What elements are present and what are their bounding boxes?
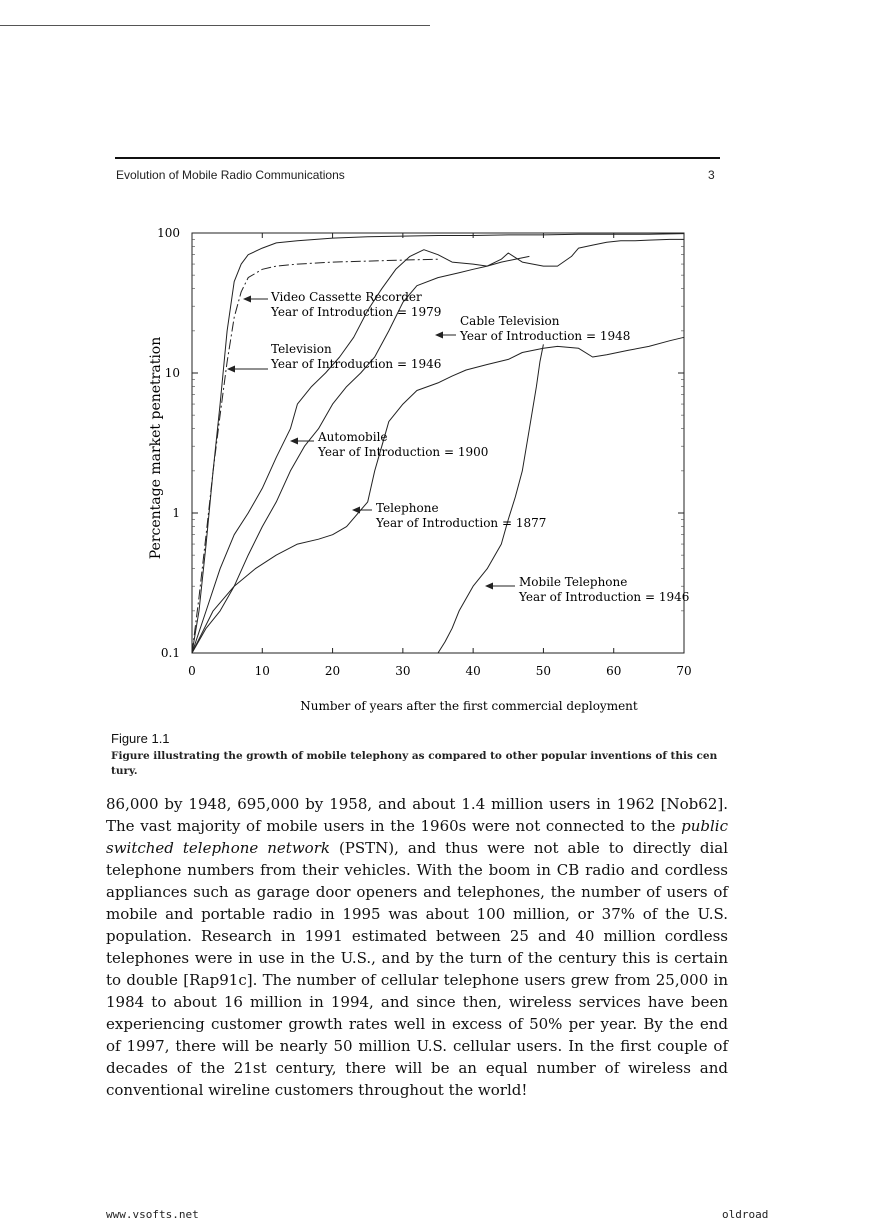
annotation-name: Telephone: [376, 501, 439, 515]
body-paragraph: [106, 793, 728, 1101]
x-tick-label: 30: [395, 664, 411, 678]
leader-arrow-icon: [290, 438, 298, 445]
annotation-name: Television: [271, 342, 332, 356]
annotation-year: Year of Introduction = 1900: [318, 445, 489, 459]
leader-arrow-icon: [352, 507, 360, 514]
figure-caption: Figure illustrating the growth of mobile telephony as compared to other popular inventions of this cen tury.: [111, 750, 718, 777]
body-part-2: (PSTN), and thus were not able to directly dial telephone numbers from their vehicles. With the boom in CB radio and cordless appliances such as garage door openers and telephones, the number of users of mobile and portable radio in 1995 was about 100 million, or 37% of the U.S. population. Research in 1991 estimated between 25 and 40 million cordless telephones were in use in the U.S., and by the turn of the century this is certain to double [Rap91c]. The number of cellular telephone users grew from 25,000 in 1984 to about 16 million in 1994, and since then, wireless services have been experiencing customer growth rates well in excess of 50% per year. By the end of 1997, there will be nearly 50 million U.S. cellular users. In the first couple of decades of the 21st century, there will be an equal number of wireless and conventional wireline customers throughout the world!: [106, 839, 729, 1099]
leader-arrow-icon: [485, 583, 493, 590]
running-head: Evolution of Mobile Radio Communications: [116, 168, 345, 182]
y-tick-label: 0.1: [160, 646, 180, 660]
x-tick-label: 60: [606, 664, 622, 678]
footer-url: www.vsofts.net: [106, 1208, 199, 1221]
annotation-name: Cable Television: [460, 314, 560, 328]
annotation-year: Year of Introduction = 1946: [519, 590, 690, 604]
series-line-3: [192, 337, 684, 653]
y-tick-label: 100: [157, 226, 180, 240]
x-tick-label: 10: [254, 664, 270, 678]
page-number: 3: [708, 168, 715, 182]
leader-arrow-icon: [227, 366, 235, 373]
body-part-1: 86,000 by 1948, 695,000 by 1958, and about 1.4 million users in 1962 [Nob62]. The vast majority of mobile users in the 1960s were not connected to the: [106, 795, 728, 835]
annotation-year: Year of Introduction = 1946: [271, 357, 442, 371]
annotation-name: Mobile Telephone: [519, 575, 628, 589]
x-tick-label: 70: [676, 664, 692, 678]
y-tick-label: 10: [164, 366, 180, 380]
leader-arrow-icon: [435, 332, 443, 339]
footer-right-text: oldroad: [722, 1208, 769, 1221]
figure-label: Figure 1.1: [111, 731, 170, 746]
x-tick-label: 50: [535, 664, 552, 678]
annotation-year: Year of Introduction = 1948: [460, 329, 631, 343]
annotation-year: Year of Introduction = 1979: [271, 305, 442, 319]
leader-arrow-icon: [243, 296, 251, 303]
annotation-name: Automobile: [318, 430, 388, 444]
x-axis-label: Number of years after the first commercial deployment: [300, 699, 638, 713]
annotation-year: Year of Introduction = 1877: [376, 516, 547, 530]
annotations: [270, 290, 689, 604]
pstn-term: public switched telephone network: [106, 817, 728, 857]
x-tick-label: 20: [324, 664, 341, 678]
annotation-name: Video Cassette Recorder: [271, 290, 422, 304]
y-axis-label: Percentage market penetration: [148, 336, 164, 560]
y-tick-label: 1: [172, 506, 180, 520]
x-tick-label: 0: [188, 664, 196, 678]
x-tick-label: 40: [465, 664, 481, 678]
series-line-5: [438, 344, 543, 653]
